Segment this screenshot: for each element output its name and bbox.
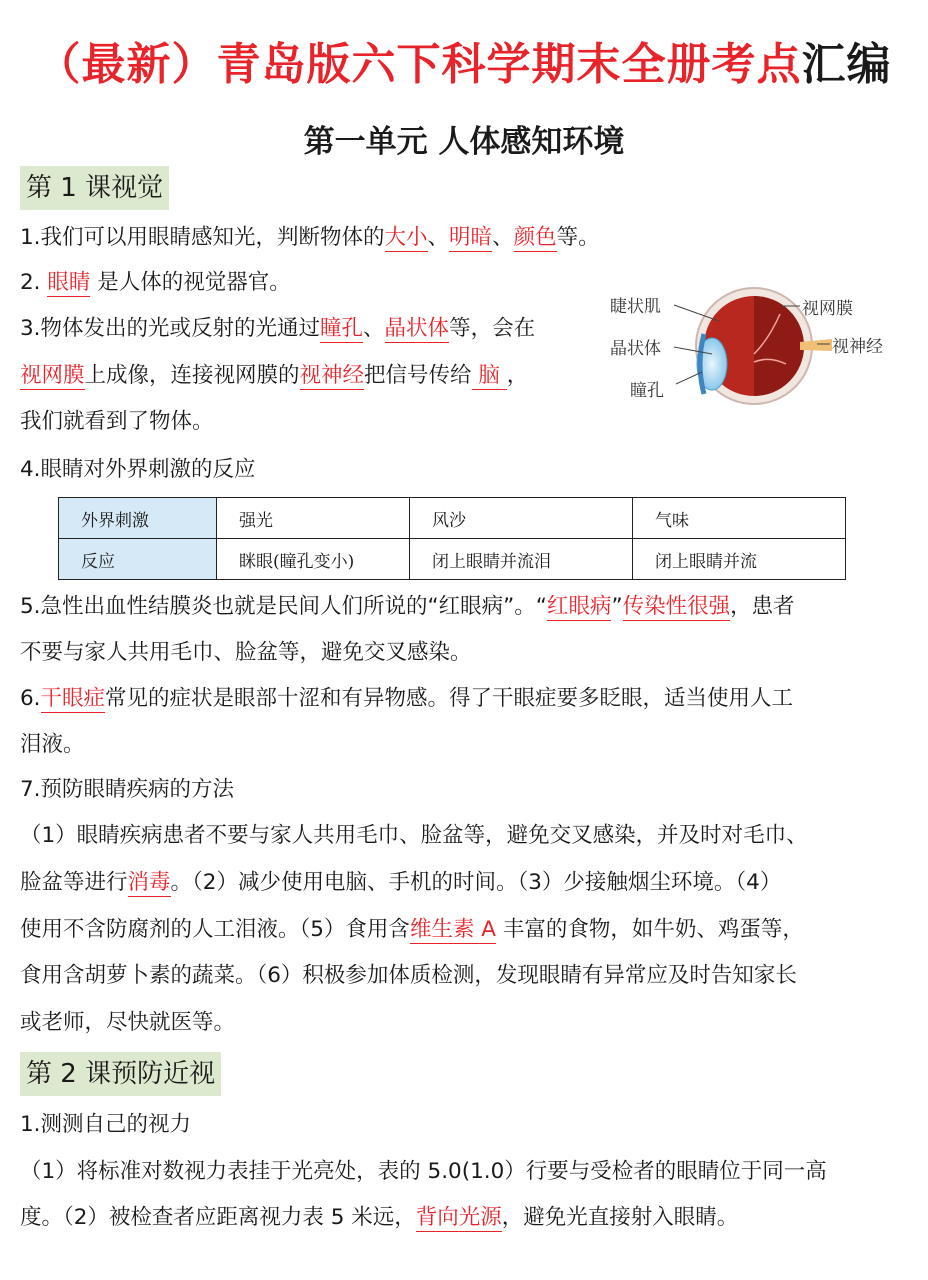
keyword-back-to-light: 背向光源: [415, 1205, 502, 1230]
page-title: [0, 28, 928, 92]
lesson1-line-7: 5.急性出血性结膜炎也就是民间人们所说的“红眼病”。“红眼病”传染性很强，患者: [20, 594, 795, 619]
lesson1-line-16: 或老师，尽快就医等。: [20, 1010, 236, 1035]
lesson1-line-4: 视网膜上成像，连接视网膜的视神经把信号传给 脑 ，: [20, 363, 529, 388]
table-cell: 眯眼(瞳孔变小): [217, 539, 410, 580]
lesson1-line-2: 2. 眼睛 是人体的视觉器官。: [20, 270, 291, 295]
lesson1-line-15: 食用含胡萝卜素的蔬菜。（6）积极参加体质检测，发现眼睛有异常应及时告知家长: [20, 963, 797, 988]
table-cell: 闭上眼睛并流: [633, 539, 846, 580]
keyword-size: 大小: [384, 225, 428, 250]
lesson1-line-14: 使用不含防腐剂的人工泪液。（5）食用含维生素 A 丰富的食物，如牛奶、鸡蛋等，: [20, 917, 804, 942]
lesson1-line-1: 1.我们可以用眼睛感知光，判断物体的大小、明暗、颜色等。: [20, 225, 600, 250]
keyword-pupil: 瞳孔: [320, 316, 364, 341]
lesson1-line-5: 我们就看到了物体。: [20, 409, 214, 434]
lesson1-line-9: 6.干眼症常见的症状是眼部十涩和有异物感。得了干眼症要多眨眼，适当使用人工: [20, 686, 794, 711]
keyword-retina: 视网膜: [20, 363, 85, 388]
unit-title: 第一单元 人体感知环境: [303, 124, 625, 160]
keyword-disinfect: 消毒: [127, 870, 171, 895]
title-part-1: （最新）青岛版六下: [36, 39, 442, 90]
label-retina: 视网膜: [802, 299, 853, 319]
keyword-lens: 晶状体: [384, 316, 450, 341]
label-lens: 晶状体: [610, 339, 661, 359]
keyword-brightness: 明暗: [449, 225, 493, 250]
stimulus-response-table: [58, 497, 846, 580]
table-cell: 气味: [633, 498, 846, 539]
table-cell: 闭上眼睛并流泪: [410, 539, 633, 580]
keyword-eye: 眼睛: [47, 270, 91, 295]
lesson1-line-12: （1）眼睛疾病患者不要与家人共用毛巾、脸盆等，避免交叉感染，并及时对毛巾、: [20, 823, 808, 848]
label-ciliary-muscle: 睫状肌: [610, 297, 661, 317]
keyword-color: 颜色: [513, 225, 557, 250]
table-cell: 反应: [59, 539, 217, 580]
lesson-1-heading: 第 1 课视觉: [20, 166, 169, 210]
keyword-optic-nerve: 视神经: [299, 363, 365, 388]
label-pupil: 瞳孔: [630, 381, 664, 401]
label-optic-nerve: 视神经: [832, 337, 883, 357]
lesson-2-heading: 第 2 课预防近视: [20, 1052, 221, 1096]
lesson1-line-3: 3.物体发出的光或反射的光通过瞳孔、晶状体等，会在: [20, 316, 536, 341]
lesson1-line-13: 脸盆等进行消毒。（2）减少使用电脑、手机的时间。（3）少接触烟尘环境。（4）: [20, 870, 782, 895]
eye-diagram: [604, 284, 904, 409]
keyword-red-eye: 红眼病: [546, 594, 612, 619]
lesson2-line-2: （1）将标准对数视力表挂于光亮处，表的 5.0(1.0）行要与受检者的眼睛位于同一高: [20, 1159, 827, 1184]
table-cell: 强光: [217, 498, 410, 539]
lesson2-line-3: 度。（2）被检查者应距离视力表 5 米远，背向光源，避免光直接射入眼睛。: [20, 1205, 739, 1230]
keyword-vitamin-a: 维生素 A: [409, 917, 496, 942]
lesson2-line-1: 1.测测自己的视力: [20, 1112, 192, 1137]
table-row: [59, 539, 846, 580]
table-cell: 风沙: [410, 498, 633, 539]
lesson1-line-6: 4.眼睛对外界刺激的反应: [20, 457, 256, 482]
table-row: [59, 498, 846, 539]
lesson1-line-10: 泪液。: [20, 732, 85, 757]
keyword-dry-eye: 干眼症: [40, 686, 106, 711]
keyword-brain: 脑: [471, 363, 507, 388]
keyword-contagious: 传染性很强: [622, 594, 731, 619]
lesson1-line-11: 7.预防眼睛疾病的方法: [20, 777, 235, 802]
title-part-3: 汇编: [801, 39, 892, 90]
title-part-2: 科学期末全册考点: [441, 39, 802, 90]
table-cell: 外界刺激: [59, 498, 217, 539]
lesson1-line-8: 不要与家人共用毛巾、脸盆等，避免交叉感染。: [20, 640, 472, 665]
